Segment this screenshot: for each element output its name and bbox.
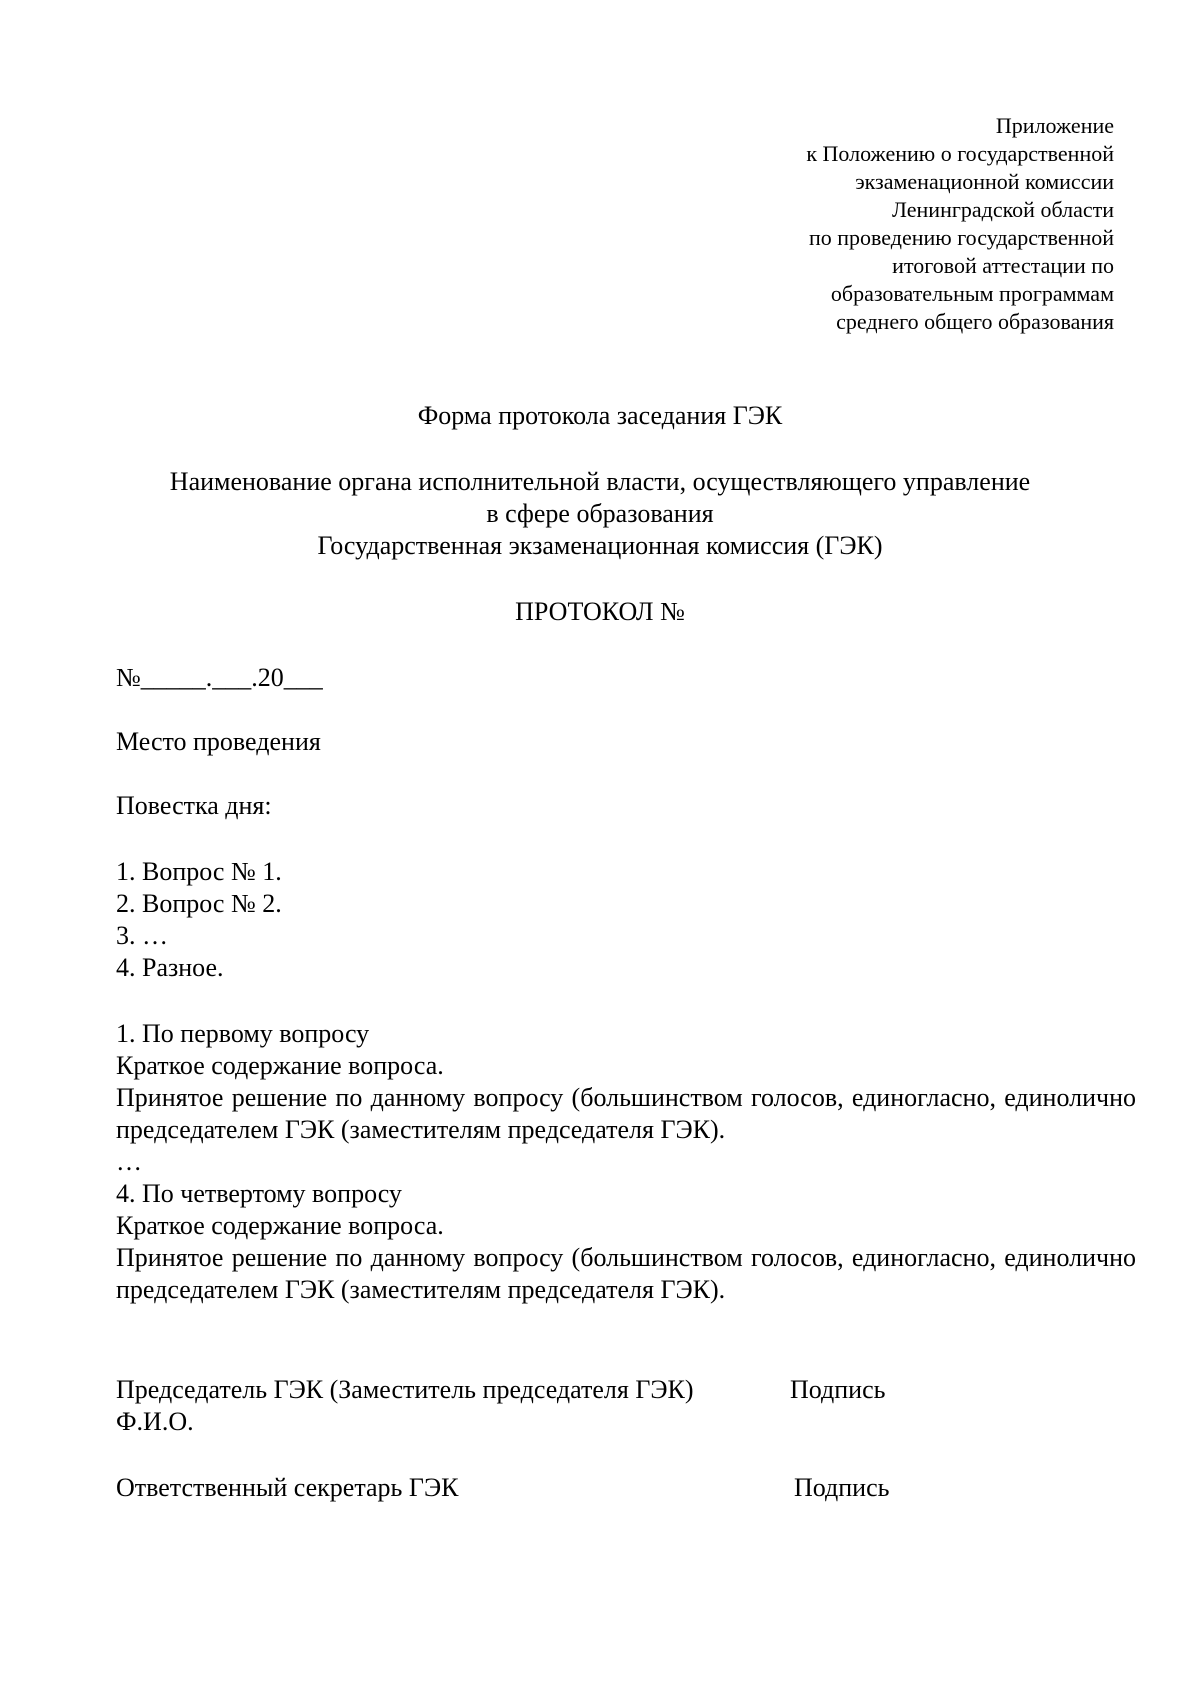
appendix-line: экзаменационной комиссии bbox=[855, 169, 1114, 194]
questions-block bbox=[116, 1018, 1136, 1306]
appendix-line: среднего общего образования bbox=[836, 309, 1114, 334]
question-summary: Краткое содержание вопроса. bbox=[116, 1051, 444, 1080]
appendix-line: по проведению государственной bbox=[808, 225, 1114, 250]
organization-line: Государственная экзаменационная комиссия (ГЭК) bbox=[317, 531, 883, 560]
chair-name: Ф.И.О. bbox=[116, 1407, 194, 1436]
question-heading: 4. По четвертому вопросу bbox=[116, 1179, 402, 1208]
appendix-block bbox=[806, 112, 1114, 336]
appendix-line: Приложение bbox=[995, 113, 1114, 138]
appendix-line: образовательным программам bbox=[830, 281, 1114, 306]
chair-signature: Подпись bbox=[790, 1375, 886, 1404]
appendix-line: Ленинградской области bbox=[892, 197, 1114, 222]
chair-label: Председатель ГЭК (Заместитель председателя ГЭК) bbox=[116, 1375, 694, 1404]
secretary-label: Ответственный секретарь ГЭК bbox=[116, 1473, 459, 1502]
question-decision: Принятое решение по данному вопросу (большинством голосов, единогласно, единолично председателем ГЭК (заместителям председателя ГЭК). bbox=[116, 1243, 1136, 1304]
organization-line: Наименование органа исполнительной власти, осуществляющего управление bbox=[169, 467, 1031, 496]
agenda-item: 4. Разное. bbox=[116, 953, 224, 982]
organization-line: в сфере образования bbox=[486, 499, 714, 528]
appendix-line: к Положению о государственной bbox=[806, 141, 1114, 166]
question-summary: Краткое содержание вопроса. bbox=[116, 1211, 444, 1240]
organization-block bbox=[0, 466, 1200, 562]
protocol-title: ПРОТОКОЛ № bbox=[515, 597, 685, 626]
ellipsis-line: … bbox=[116, 1147, 142, 1176]
agenda-item: 3. … bbox=[116, 921, 168, 950]
question-decision: Принятое решение по данному вопросу (большинством голосов, единогласно, единолично председателем ГЭК (заместителям председателя ГЭК). bbox=[116, 1083, 1136, 1144]
agenda-item: 1. Вопрос № 1. bbox=[116, 857, 282, 886]
agenda-item: 2. Вопрос № 2. bbox=[116, 889, 282, 918]
secretary-signature: Подпись bbox=[794, 1473, 890, 1502]
question-heading: 1. По первому вопросу bbox=[116, 1019, 370, 1048]
form-title: Форма протокола заседания ГЭК bbox=[417, 401, 783, 430]
agenda-list bbox=[116, 856, 1136, 984]
agenda-heading: Повестка дня: bbox=[116, 791, 272, 820]
appendix-line: итоговой аттестации по bbox=[892, 253, 1114, 278]
number-date-line: №_____.___.20___ bbox=[116, 663, 323, 692]
venue-line: Место проведения bbox=[116, 727, 321, 756]
